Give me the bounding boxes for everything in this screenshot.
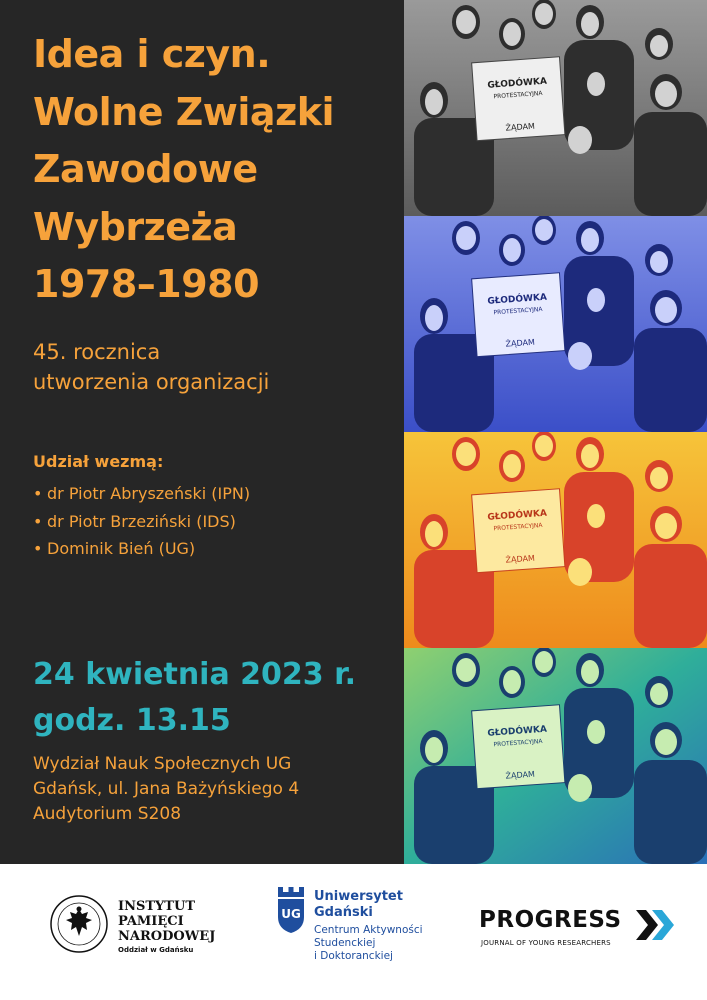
event-date: 24 kwietnia 2023 r. [33,657,357,692]
ipn-logo-line: PAMIĘCI [118,914,184,929]
photo-sign-text: PROTESTACYJNA [493,90,543,101]
photo-sign-text: GŁODÓWKA [487,292,548,307]
title-line: Wolne Związki [33,89,334,134]
speaker-name: dr Piotr Brzeziński (IDS) [47,511,236,531]
ug-sub-line: Studenckiej [314,937,376,949]
speakers-list [33,480,250,563]
photo-black-and-white [404,0,707,216]
title-line: Idea i czyn. [33,32,271,76]
progress-tagline: JOURNAL OF YOUNG RESEARCHERS [481,939,611,947]
speaker-item [33,535,250,563]
photo-sign-text: ŻĄDAM [505,337,536,349]
bullet-icon: • [33,484,43,503]
ug-logo-subtitle [314,924,423,963]
photo-sign-text: PROTESTACYJNA [493,306,543,317]
photo-strip [404,0,707,864]
ug-logo-name [314,889,403,921]
title-line: Wybrzeża [33,204,238,249]
ug-sub-line: i Doktoranckiej [314,950,393,962]
photo-sign-text: GŁODÓWKA [487,76,548,91]
venue-line: Gdańsk, ul. Jana Bażyńskiego 4 [33,779,300,799]
event-time: godz. 13.15 [33,703,231,738]
progress-journal-logo [479,907,679,957]
speaker-item [33,480,250,508]
bullet-icon: • [33,511,43,531]
speaker-item [33,508,250,536]
poster-title [33,26,393,314]
venue-line: Audytorium S208 [33,804,182,824]
ug-name-line: Gdański [314,905,373,920]
ipn-logo-line: NARODOWEJ [118,929,216,944]
photo-blue [404,216,707,432]
progress-chevrons-icon [636,908,678,942]
anniversary-line: utworzenia organizacji [33,370,270,394]
ipn-logo-line: INSTYTUT [118,899,195,914]
ipn-logo-text [118,899,215,944]
ug-sub-line: Centrum Aktywności [314,924,423,936]
ug-crest-icon [276,885,306,935]
ipn-eagle-seal-icon [49,894,109,954]
photo-sign-text: ŻĄDAM [505,121,536,133]
photo-teal-green [404,648,707,864]
anniversary-subtitle [33,337,269,397]
speakers-heading: Udział wezmą: [33,452,164,471]
event-venue [33,752,299,827]
photo-sign-text: GŁODÓWKA [487,724,548,739]
progress-wordmark: PROGRESS [479,907,622,933]
ipn-branch-label: Oddział w Gdańsku [118,946,194,954]
svg-text:UG: UG [281,907,301,921]
speaker-name: dr Piotr Abryszeński (IPN) [47,484,251,503]
anniversary-line: 45. rocznica [33,340,161,364]
photo-sign-text: ŻĄDAM [505,769,536,781]
photo-sign-text: ŻĄDAM [505,553,536,565]
ug-name-line: Uniwersytet [314,889,403,904]
photo-orange-yellow [404,432,707,648]
venue-line: Wydział Nauk Społecznych UG [33,754,292,774]
photo-sign-text: PROTESTACYJNA [493,738,543,749]
title-line: Zawodowe [33,147,258,191]
speaker-name: Dominik Bień (UG) [47,539,196,558]
title-line: 1978–1980 [33,262,260,306]
bullet-icon: • [33,539,43,558]
photo-sign-text: PROTESTACYJNA [493,522,543,533]
photo-sign-text: GŁODÓWKA [487,508,548,523]
